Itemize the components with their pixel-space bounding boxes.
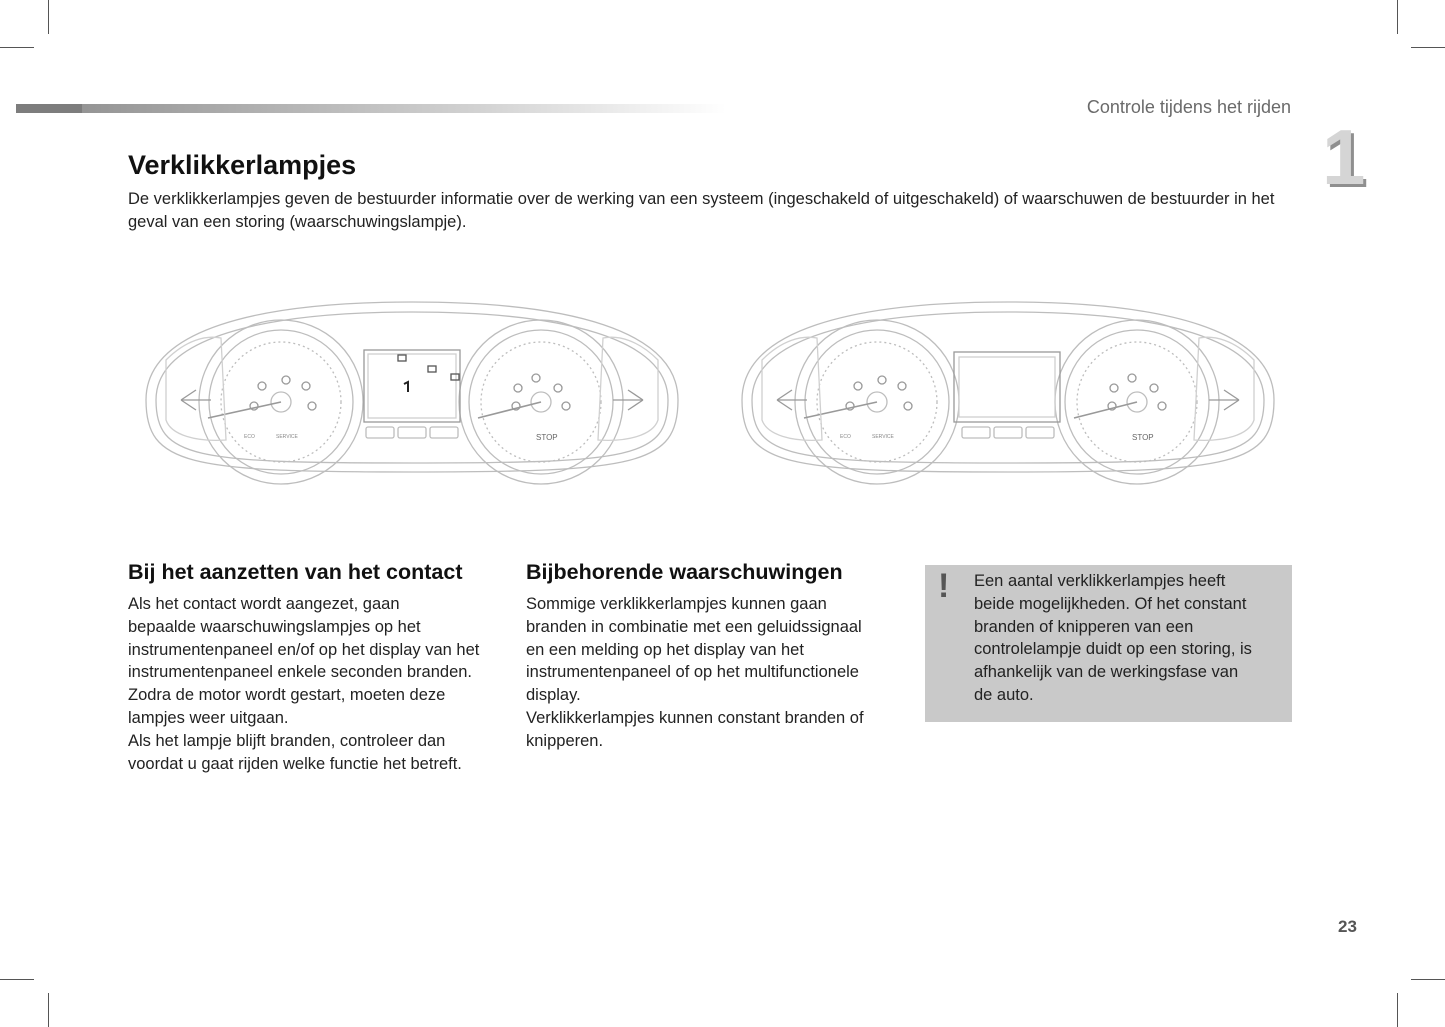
crop-mark [48, 993, 49, 1027]
section-text: Sommige verklikkerlampjes kunnen gaan branden in combinatie met een geluidssignaal en een melding op het display van het instrumentenpaneel of op het multifunctionele display. Verklikkerlampjes kunnen constant branden of knipperen. [526, 595, 864, 750]
page-title: Verklikkerlampjes [128, 150, 357, 180]
chapter-number: 1 [1322, 113, 1366, 201]
page-number: 23 [1338, 917, 1357, 936]
section-ignition [128, 560, 496, 775]
exclamation-icon: ! [938, 567, 950, 605]
section-label: Controle tijdens het rijden [1086, 97, 1291, 117]
service-label: SERVICE [276, 434, 298, 440]
section-text: Als het contact wordt aangezet, gaan bepaalde waarschuwingslampjes op het instrumentenpaneel en/of op het display van het instrumentenpaneel enkele seconden branden. Zodra de motor wordt gestart, moeten deze lampjes weer uitgaan. Als het lampje blijft branden, controleer dan voordat u gaat rijden welke functie het betreft. [128, 595, 480, 773]
crop-mark [1411, 979, 1445, 980]
instrument-cluster-illustration-right [732, 290, 1284, 485]
stop-label: STOP [536, 433, 558, 442]
crop-mark [0, 47, 34, 48]
section-warnings [526, 560, 894, 753]
note-text: Een aantal verklikkerlampjes heeft beide mogelijkheden. Of het constant branden of knipperen van een controlelampje duidt op een storing, is afhankelijk van de werkingsfase van de auto. [974, 572, 1252, 704]
intro-paragraph: De verklikkerlampjes geven de bestuurder informatie over de werking van een systeem (ingeschakeld of uitgeschakeld) of waarschuwen de bestuurder in het geval van een storing (waarschuwingslampje). [128, 190, 1275, 231]
crop-mark [1411, 47, 1445, 48]
eco-label: ECO [840, 434, 851, 440]
crop-mark [48, 0, 49, 34]
section-heading: Bijbehorende waarschuwingen [526, 560, 843, 584]
note-box [925, 565, 1292, 722]
crop-mark [1397, 0, 1398, 34]
service-label: SERVICE [872, 434, 894, 440]
section-heading: Bij het aanzetten van het contact [128, 560, 463, 584]
eco-label: ECO [244, 434, 255, 440]
header-gradient-bar [16, 104, 726, 113]
stop-label: STOP [1132, 433, 1154, 442]
instrument-cluster-illustration-left [136, 290, 688, 485]
crop-mark [1397, 993, 1398, 1027]
crop-mark [0, 979, 34, 980]
